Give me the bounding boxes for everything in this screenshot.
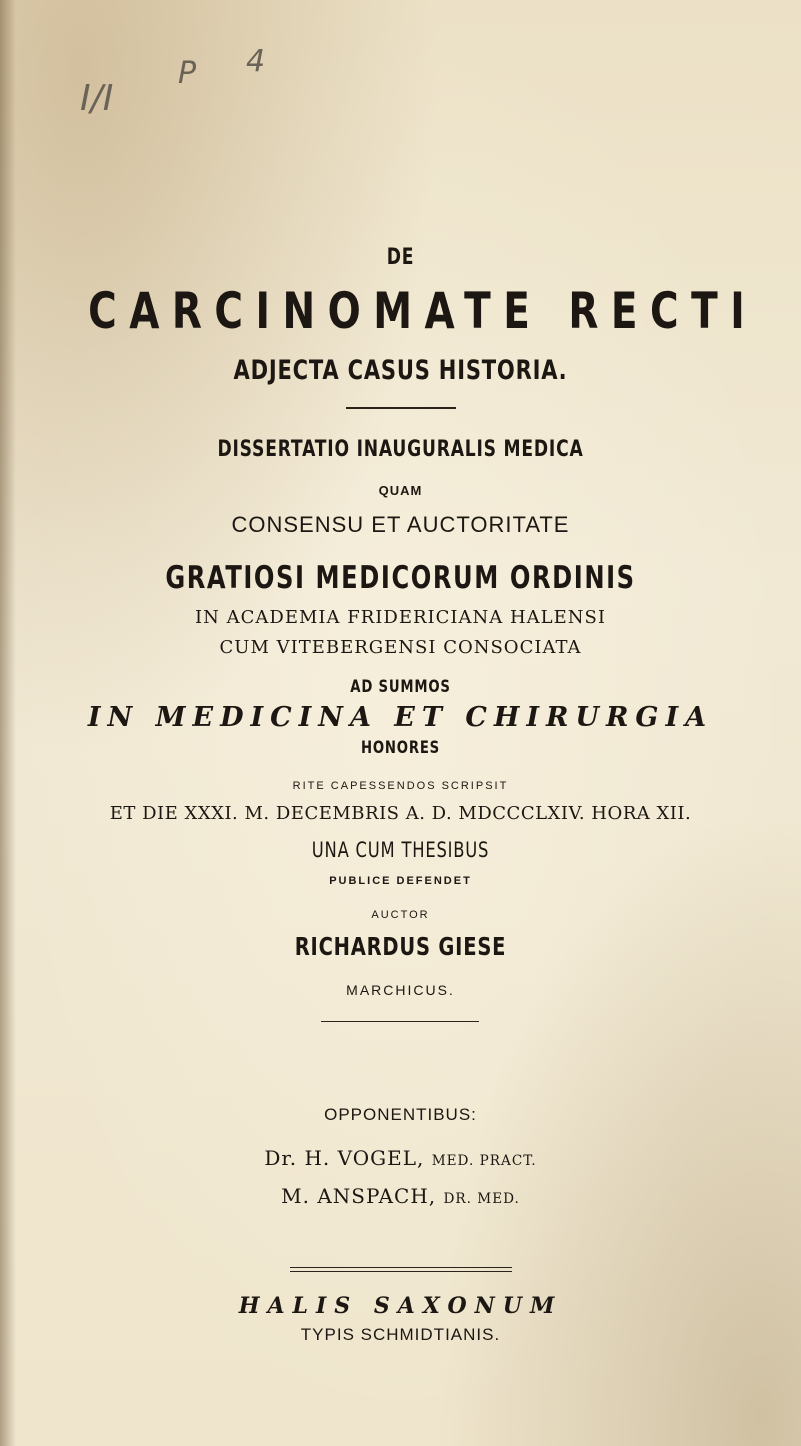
date-line: ET DIE XXXI. M. DECEMBRIS A. D. MDCCCLXIV. HORA XII. bbox=[109, 803, 692, 824]
academia-line: IN ACADEMIA FRIDERICIANA HALENSI bbox=[195, 607, 606, 628]
divider-rule-3b bbox=[290, 1271, 512, 1272]
handwritten-mark-1: I/I bbox=[80, 78, 114, 119]
consensu-text: CONSENSU ET AUCTORITATE bbox=[231, 512, 570, 537]
divider-rule-3a bbox=[290, 1267, 512, 1268]
publice-line: PUBLICE DEFENDET bbox=[329, 875, 472, 887]
author-name: RICHARDUS GIESE bbox=[294, 932, 507, 961]
imprint-printer: TYPIS SCHMIDTIANIS. bbox=[300, 1325, 501, 1344]
honores-line: HONORES bbox=[360, 738, 441, 758]
auctor-label: AUCTOR bbox=[371, 909, 430, 921]
opponent-2-name: M. ANSPACH, bbox=[281, 1184, 437, 1208]
opponent-1-name: Dr. H. VOGEL, bbox=[264, 1146, 425, 1170]
opponent-1 bbox=[0, 1146, 801, 1170]
ad-summos-line: AD SUMMOS bbox=[350, 677, 451, 697]
divider-rule-1 bbox=[346, 407, 456, 409]
dissertation-type: DISSERTATIO INAUGURALIS MEDICA bbox=[217, 437, 584, 462]
opponent-1-title: MED. PRACT. bbox=[431, 1153, 537, 1169]
main-title: CARCINOMATE RECTI bbox=[88, 282, 758, 340]
subtitle: ADJECTA CASUS HISTORIA. bbox=[233, 355, 568, 386]
faculty-line: GRATIOSI MEDICORUM ORDINIS bbox=[165, 560, 636, 596]
una-cum-line: UNA CUM THESIBUS bbox=[311, 838, 490, 862]
rite-line: RITE CAPESSENDOS SCRIPSIT bbox=[292, 780, 509, 792]
title-prefix: DE bbox=[386, 245, 415, 270]
opponent-2 bbox=[0, 1184, 801, 1208]
opponent-2-title: DR. MED. bbox=[443, 1191, 520, 1207]
author-origin: MARCHICUS. bbox=[346, 982, 455, 998]
handwritten-mark-3: 4 bbox=[246, 44, 266, 79]
consociata-line: CUM VITEBERGENSI CONSOCIATA bbox=[219, 637, 582, 658]
imprint-place: HALIS SAXONUM bbox=[238, 1293, 563, 1319]
opponents-label: OPPONENTIBUS: bbox=[324, 1105, 477, 1124]
medicina-line: IN MEDICINA ET CHIRURGIA bbox=[87, 702, 714, 733]
handwritten-mark-2: P bbox=[178, 56, 197, 91]
quam-text: QUAM bbox=[378, 483, 423, 498]
divider-rule-2 bbox=[321, 1021, 479, 1022]
